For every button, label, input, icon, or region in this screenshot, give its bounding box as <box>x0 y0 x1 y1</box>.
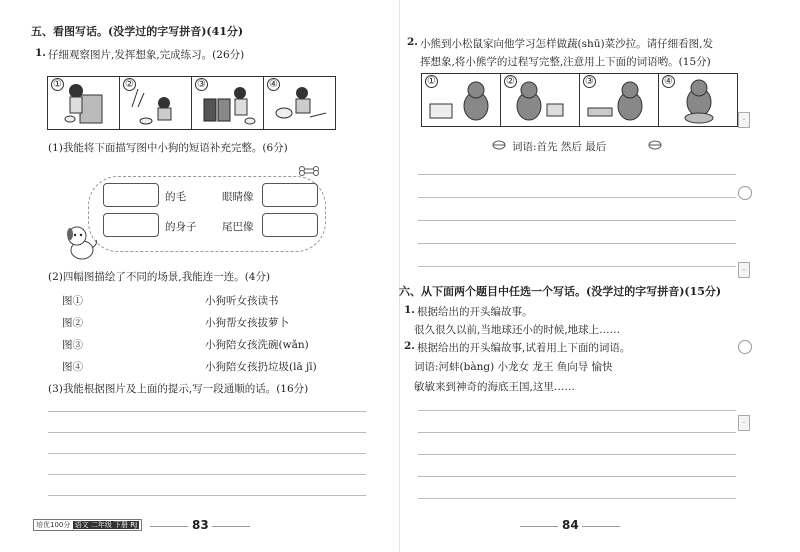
phrase-body: 的身子 <box>165 221 197 233</box>
footer-tag <box>33 519 142 531</box>
phrase-tail: 尾巴像 <box>222 221 254 233</box>
match-left-3[interactable]: 图③ <box>62 339 83 351</box>
page-ornament-right <box>582 526 620 527</box>
panel-number: ② <box>504 75 517 88</box>
writing-line[interactable] <box>48 411 366 412</box>
page-ornament-left <box>520 526 558 527</box>
match-right-3[interactable]: 小狗陪女孩洗碗(wǎn) <box>205 339 309 351</box>
body-answer-box[interactable] <box>103 213 159 237</box>
footer-grade: 语文 二年级 下册 RJ <box>74 521 138 529</box>
page-number-left: 83 <box>192 518 209 532</box>
phrase-eyes: 眼睛像 <box>222 191 254 203</box>
phrase-fur: 的毛 <box>165 191 186 203</box>
page-number-right: 84 <box>562 518 579 532</box>
opt2-start: 敏敏来到神奇的海底王国,这里…… <box>414 381 575 393</box>
writing-line[interactable] <box>48 474 366 475</box>
sub3-text: (3)我能根据图片及上面的提示,写一段通顺的话。(16分) <box>48 383 309 395</box>
q2-text-line1: 小熊到小松鼠家向他学习怎样做蔬(shū)菜沙拉。请仔细看图,发 <box>420 38 713 50</box>
margin-tab: · <box>738 262 750 278</box>
writing-line[interactable] <box>418 220 736 221</box>
picture-strip <box>47 76 335 130</box>
writing-line[interactable] <box>418 243 736 244</box>
opt2-words: 词语:河蚌(bàng) 小龙女 龙王 鱼向导 愉快 <box>414 361 613 373</box>
eyes-answer-box[interactable] <box>262 183 318 207</box>
match-right-2[interactable]: 小狗帮女孩拔萝卜 <box>205 317 289 329</box>
writing-line[interactable] <box>418 174 736 175</box>
opt1-text: 根据给出的开头编故事。 <box>417 306 533 318</box>
opt2-label: 2. <box>404 340 415 352</box>
fur-answer-box[interactable] <box>103 183 159 207</box>
writing-line[interactable] <box>418 476 736 477</box>
writing-line[interactable] <box>418 410 736 411</box>
panel-number: ④ <box>267 78 280 91</box>
word-bank: 词语:首先 然后 最后 <box>512 141 607 153</box>
leaf-icon <box>492 139 506 151</box>
leaf-icon <box>648 139 662 151</box>
binding-hole-mark <box>738 340 752 354</box>
puppy-icon <box>62 222 100 262</box>
panel-number: ① <box>425 75 438 88</box>
writing-line[interactable] <box>418 498 736 499</box>
page-ornament-left <box>150 526 188 527</box>
picture-panel-3 <box>191 76 264 130</box>
match-right-4[interactable]: 小狗陪女孩扔垃圾(lā jī) <box>205 361 317 373</box>
picture-panel-1 <box>47 76 120 130</box>
writing-line[interactable] <box>48 495 366 496</box>
binding-hole-mark <box>738 186 752 200</box>
bear-panel-3 <box>579 73 659 127</box>
bear-picture-strip <box>421 73 737 127</box>
picture-panel-2 <box>119 76 192 130</box>
section6-title: 六、从下面两个题目中任选一个写话。(没学过的字写拼音)(15分) <box>399 285 722 298</box>
opt1-label: 1. <box>404 304 415 316</box>
margin-tab: · <box>738 112 750 128</box>
q2-label: 2. <box>407 36 418 48</box>
bone-icon <box>298 166 320 176</box>
section5-title: 五、看图写话。(没学过的字写拼音)(41分) <box>31 25 244 38</box>
sub1-text: (1)我能将下面描写图中小狗的短语补充完整。(6分) <box>48 142 288 154</box>
page-ornament-right <box>212 526 250 527</box>
footer-brand: 培优100分 <box>36 521 71 529</box>
match-left-4[interactable]: 图④ <box>62 361 83 373</box>
panel-number: ② <box>123 78 136 91</box>
writing-line[interactable] <box>418 197 736 198</box>
writing-line[interactable] <box>418 432 736 433</box>
bear-panel-4 <box>658 73 738 127</box>
opt2-text: 根据给出的开头编故事,试着用上下面的词语。 <box>417 342 631 354</box>
writing-line[interactable] <box>48 453 366 454</box>
q1-label: 1. <box>35 47 46 59</box>
panel-number: ① <box>51 78 64 91</box>
writing-line[interactable] <box>418 266 736 267</box>
match-left-2[interactable]: 图② <box>62 317 83 329</box>
q1-text: 仔细观察图片,发挥想象,完成练习。(26分) <box>48 49 245 61</box>
right-page <box>400 0 800 552</box>
opt1-start: 很久很久以前,当地球还小的时候,地球上…… <box>414 324 621 336</box>
writing-line[interactable] <box>418 454 736 455</box>
picture-panel-4 <box>263 76 336 130</box>
margin-tab: · <box>738 415 750 431</box>
bear-panel-1 <box>421 73 501 127</box>
q2-text-line2: 挥想象,将小熊学的过程写完整,注意用上下面的词语哟。(15分) <box>420 56 711 68</box>
panel-number: ③ <box>195 78 208 91</box>
match-right-1[interactable]: 小狗听女孩读书 <box>205 295 279 307</box>
bear-panel-2 <box>500 73 580 127</box>
match-left-1[interactable]: 图① <box>62 295 83 307</box>
tail-answer-box[interactable] <box>262 213 318 237</box>
panel-number: ④ <box>662 75 675 88</box>
sub2-text: (2)四幅图描绘了不同的场景,我能连一连。(4分) <box>48 271 271 283</box>
panel-number: ③ <box>583 75 596 88</box>
writing-line[interactable] <box>48 432 366 433</box>
